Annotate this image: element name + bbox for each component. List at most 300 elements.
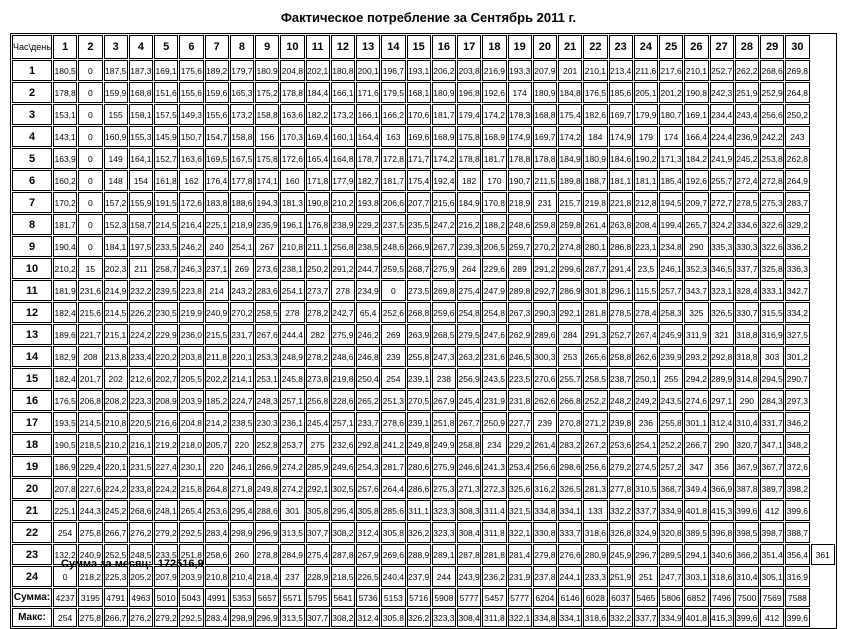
value-cell: 232,6 [331,434,355,455]
max-cell: 334,9 [659,608,683,627]
value-cell: 316,9 [785,566,809,587]
day-header: 11 [306,35,330,59]
table-row [12,236,835,257]
value-cell: 275,3 [760,192,784,213]
value-cell: 326,2 [407,522,431,543]
value-cell: 231,9 [508,566,532,587]
value-cell: 160,1 [331,126,355,147]
value-cell: 133 [583,500,607,521]
value-cell: 285,9 [306,456,330,477]
value-cell: 207,9 [533,60,557,81]
value-cell: 264,8 [205,478,229,499]
day-header: 2 [78,35,102,59]
table-row [12,148,835,169]
value-cell: 272,4 [735,170,759,191]
value-cell: 215,5 [205,324,229,345]
value-cell: 256,9 [457,368,481,389]
value-cell: 224,2 [129,324,153,345]
value-cell: 308,4 [457,522,481,543]
value-cell: 253,7 [280,434,304,455]
value-cell: 275,8 [78,522,102,543]
value-cell: 269 [381,324,405,345]
value-cell: 265,6 [583,346,607,367]
value-cell: 396,8 [710,522,734,543]
day-header: 9 [255,35,279,59]
value-cell: 231,6 [78,280,102,301]
value-cell: 229,9 [154,324,178,345]
value-cell: 246,2 [179,236,203,257]
value-cell: 185,2 [205,390,229,411]
value-cell: 168,1 [407,82,431,103]
value-cell: 266,9 [255,456,279,477]
value-cell: 259,6 [432,302,456,323]
day-header: 18 [482,35,506,59]
value-cell: 231 [533,192,557,213]
value-cell: 189,8 [558,170,582,191]
value-cell: 155,6 [179,82,203,103]
value-cell: 324,2 [710,214,734,235]
value-cell: 366,2 [735,544,759,565]
day-header: 22 [583,35,607,59]
table-row [12,214,835,235]
value-cell: 331,7 [760,412,784,433]
value-cell: 178,7 [356,148,380,169]
value-cell: 207,9 [154,566,178,587]
value-cell: 245,9 [609,544,633,565]
value-cell: 253,4 [508,456,532,477]
value-cell: 232,2 [129,280,153,301]
sum-cell: 5571 [280,588,304,607]
value-cell: 169,7 [533,126,557,147]
value-cell: 237 [280,566,304,587]
value-cell: 296,1 [609,280,633,301]
value-cell: 239,1 [407,412,431,433]
value-cell: 251,9 [735,82,759,103]
hour-cell: 8 [12,214,52,235]
value-cell: 239,1 [407,368,431,389]
value-cell: 184,2 [684,148,708,169]
value-cell: 179,5 [381,82,405,103]
value-cell: 0 [381,280,405,301]
value-cell: 219,8 [583,192,607,213]
value-cell: 243,5 [659,390,683,411]
value-cell: 266,7 [104,522,128,543]
value-cell: 249,8 [407,434,431,455]
value-cell: 231,5 [129,456,153,477]
value-cell: 257,7 [659,280,683,301]
value-cell: 251,9 [609,566,633,587]
max-cell: 308,2 [331,608,355,627]
value-cell: 248,2 [609,390,633,411]
value-cell: 248,6 [381,236,405,257]
value-cell: 223,3 [129,390,153,411]
value-cell: 265,4 [179,500,203,521]
value-cell: 174 [508,82,532,103]
sum-cell: 7588 [785,588,809,607]
value-cell: 251,8 [432,412,456,433]
value-cell: 244,4 [280,324,304,345]
value-cell: 169,1 [154,60,178,81]
sum-cell: 4963 [129,588,153,607]
value-cell: 214,5 [78,412,102,433]
value-cell: 249,6 [331,456,355,477]
value-cell: 237,8 [533,566,557,587]
value-cell: 247,6 [482,324,506,345]
sum-cell: 5657 [255,588,279,607]
value-cell: 169,5 [205,148,229,169]
value-cell: 201 [558,60,582,81]
value-cell: 255,7 [558,368,582,389]
day-header: 8 [230,35,254,59]
value-cell: 267,3 [508,302,532,323]
value-cell: 311,4 [482,500,506,521]
value-cell: 217,6 [659,60,683,81]
value-cell: 193,5 [53,412,77,433]
value-cell: 247,2 [432,214,456,235]
value-cell: 166,2 [381,104,405,125]
value-cell: 318,8 [735,324,759,345]
hour-cell: 16 [12,390,52,411]
value-cell: 253,8 [760,148,784,169]
value-cell: 166,4 [684,126,708,147]
value-cell: 234 [482,434,506,455]
table-row [12,104,835,125]
value-cell: 233,3 [583,566,607,587]
value-cell: 210,4 [230,566,254,587]
value-cell: 315,5 [760,302,784,323]
day-header: 5 [154,35,178,59]
value-cell: 389,5 [684,522,708,543]
value-cell: 185,6 [609,82,633,103]
value-cell: 281,8 [482,544,506,565]
value-cell: 276,6 [558,544,582,565]
value-cell: 179,9 [634,104,658,125]
value-cell: 244,3 [78,500,102,521]
value-cell: 256,8 [331,236,355,257]
value-cell: 214,9 [104,280,128,301]
value-cell: 258,5 [583,368,607,389]
value-cell: 151,6 [154,82,178,103]
sum-cell: 4991 [205,588,229,607]
value-cell: 273,8 [306,368,330,389]
value-cell: 223,5 [508,368,532,389]
value-cell: 284 [558,324,582,345]
sum-cell: 7496 [710,588,734,607]
value-cell: 291,4 [609,258,633,279]
value-cell: 218,5 [331,566,355,587]
value-cell: 172,6 [280,148,304,169]
value-cell: 229,4 [78,456,102,477]
value-cell: 258,8 [457,434,481,455]
max-cell: 276,2 [129,608,153,627]
value-cell: 218,0 [179,434,203,455]
value-cell: 210,1 [684,60,708,81]
value-cell: 329,2 [785,214,809,235]
hour-cell: 17 [12,412,52,433]
value-cell: 277,8 [609,478,633,499]
value-cell: 279,5 [457,324,481,345]
value-cell: 211 [129,258,153,279]
value-cell: 149 [104,148,128,169]
value-cell: 295,4 [331,500,355,521]
value-cell: 239,3 [457,236,481,257]
value-cell: 224,2 [154,478,178,499]
day-header: 16 [432,35,456,59]
value-cell: 303,1 [684,566,708,587]
sum-cell: 5736 [356,588,380,607]
value-cell: 184,4 [306,82,330,103]
table-row [12,368,835,389]
value-cell: 0 [78,214,102,235]
value-cell: 237,9 [407,566,431,587]
value-cell: 199,4 [659,214,683,235]
value-cell: 286,6 [407,478,431,499]
value-cell: 238 [432,368,456,389]
value-cell: 287,8 [457,544,481,565]
value-cell: 235,9 [255,214,279,235]
table-row [12,258,835,279]
sum-cell: 5795 [306,588,330,607]
value-cell: 163 [381,126,405,147]
value-cell: 175,4 [558,104,582,125]
value-cell: 246,2 [356,324,380,345]
value-cell: 275,9 [432,258,456,279]
day-header: 29 [760,35,784,59]
value-cell: 246,5 [508,346,532,367]
value-cell: 224,2 [104,478,128,499]
value-cell: 172,8 [381,148,405,169]
value-cell: 274,2 [280,456,304,477]
page-title: Фактическое потребление за Сентябрь 2011 г. [280,10,577,25]
hour-cell: 15 [12,368,52,389]
value-cell: 173,2 [230,104,254,125]
value-cell: 272,3 [482,478,506,499]
value-cell: 254 [381,368,405,389]
value-cell: 252,7 [609,324,633,345]
value-cell: 205,7 [205,434,229,455]
value-cell: 221,8 [609,192,633,213]
value-cell: 171,3 [659,148,683,169]
value-cell: 181,9 [53,280,77,301]
value-cell: 323,3 [432,522,456,543]
value-cell: 332,2 [609,500,633,521]
value-cell: 206,5 [482,236,506,257]
value-cell: 214,5 [154,214,178,235]
value-cell: 311,8 [482,522,506,543]
value-cell: 289,9 [710,368,734,389]
value-cell: 252,6 [381,302,405,323]
value-cell: 161,8 [154,170,178,191]
max-cell: 296,9 [255,608,279,627]
value-cell: 256,6 [533,456,557,477]
value-cell: 235,5 [407,214,431,235]
value-cell: 233,8 [129,478,153,499]
value-cell: 415,3 [710,500,734,521]
value-cell: 164,8 [331,148,355,169]
value-cell: 290,7 [785,368,809,389]
value-cell: 252,7 [710,60,734,81]
value-cell: 330,8 [533,522,557,543]
value-cell: 301 [280,500,304,521]
value-cell: 334,1 [558,500,582,521]
value-cell: 240 [205,236,229,257]
value-cell: 229,2 [508,434,532,455]
value-cell: 180,9 [255,60,279,81]
value-cell: 216,1 [129,434,153,455]
value-cell: 263,2 [457,346,481,367]
value-cell: 189,6 [53,324,77,345]
value-cell: 347 [684,456,708,477]
value-cell: 181,3 [280,192,304,213]
value-cell: 187,5 [104,60,128,81]
value-cell: 254,1 [634,434,658,455]
value-cell: 243,5 [482,368,506,389]
value-cell: 220,5 [129,412,153,433]
value-cell: 245,4 [306,412,330,433]
value-cell: 182,4 [53,368,77,389]
value-cell: 274,6 [684,390,708,411]
value-cell: 180,9 [432,82,456,103]
value-cell: 182,2 [306,104,330,125]
value-cell: 228,6 [331,390,355,411]
value-cell: 205,1 [634,82,658,103]
value-cell: 238,1 [280,258,304,279]
value-cell: 223,1 [634,236,658,257]
value-cell: 316,2 [533,478,557,499]
sum-cell: 6037 [609,588,633,607]
value-cell: 271,3 [457,478,481,499]
value-cell: 242,7 [331,302,355,323]
value-cell: 188,7 [583,170,607,191]
value-cell: 242,2 [760,126,784,147]
value-cell: 201,2 [659,82,683,103]
value-cell: 225,1 [205,214,229,235]
value-cell: 296,9 [255,522,279,543]
monthly-total [61,558,204,570]
value-cell: 244,7 [356,258,380,279]
value-cell: 367,7 [760,456,784,477]
value-cell: 281,7 [381,456,405,477]
value-cell: 270,2 [533,236,557,257]
value-cell: 178,3 [508,104,532,125]
sum-cell: 5716 [407,588,431,607]
value-cell: 264,9 [785,170,809,191]
value-cell: 280,6 [407,456,431,477]
value-cell: 204,8 [280,60,304,81]
value-cell: 174 [659,126,683,147]
value-cell: 257,2 [659,456,683,477]
value-cell: 176,8 [306,214,330,235]
value-cell: 248,5 [129,544,153,565]
value-cell: 388,7 [785,522,809,543]
value-cell: 275,4 [306,544,330,565]
value-cell: 285,6 [381,500,405,521]
value-cell: 270,5 [407,390,431,411]
value-cell: 258,7 [154,258,178,279]
value-cell: 238,5 [356,236,380,257]
value-cell: 312,4 [356,522,380,543]
value-cell: 175,2 [255,82,279,103]
hour-cell: 7 [12,192,52,213]
value-cell: 268,8 [407,302,431,323]
value-cell: 257,1 [331,412,355,433]
sum-cell: 6204 [533,588,557,607]
value-cell: 247,9 [482,280,506,301]
value-cell: 267,6 [255,324,279,345]
value-cell: 330,3 [735,236,759,257]
value-cell: 267 [255,236,279,257]
value-cell: 328,4 [735,280,759,301]
value-cell: 336,3 [785,258,809,279]
value-cell: 242,3 [710,82,734,103]
value-cell: 219,2 [154,434,178,455]
value-cell: 246,1 [659,258,683,279]
value-cell: 233,5 [154,236,178,257]
value-cell: 158,7 [129,214,153,235]
value-cell: 215,7 [558,192,582,213]
value-cell: 205,2 [129,566,153,587]
value-cell: 0 [78,126,102,147]
value-cell: 184,8 [558,82,582,103]
value-cell: 333,1 [760,280,784,301]
value-cell: 246,3 [179,258,203,279]
table-row [12,60,835,81]
value-cell: 310,4 [735,412,759,433]
value-cell: 210,2 [53,258,77,279]
max-cell: 412 [760,608,784,627]
value-cell: 170,2 [53,192,77,213]
value-cell: 311,9 [684,324,708,345]
sum-cell: 5465 [634,588,658,607]
value-cell: 295,4 [230,500,254,521]
value-cell: 314,8 [735,368,759,389]
hour-cell: 23 [12,544,52,565]
value-cell: 252,2 [659,434,683,455]
value-cell: 159,9 [104,82,128,103]
value-cell: 259,7 [508,236,532,257]
value-cell: 227,6 [78,478,102,499]
value-cell: 190,8 [684,82,708,103]
value-cell: 343,7 [684,280,708,301]
value-cell: 178,8 [280,82,304,103]
value-cell: 218,2 [78,566,102,587]
value-cell: 203,9 [179,566,203,587]
value-cell: 237,1 [205,258,229,279]
value-cell: 200,1 [356,60,380,81]
value-cell: 208,9 [154,390,178,411]
value-cell: 0 [78,82,102,103]
value-cell: 182,4 [53,302,77,323]
value-cell: 302,5 [331,478,355,499]
value-cell: 159,6 [205,82,229,103]
value-cell: 190,4 [53,236,77,257]
value-cell: 216,9 [482,60,506,81]
day-header: 10 [280,35,304,59]
value-cell: 291,2 [331,258,355,279]
value-cell: 236,2 [482,566,506,587]
value-cell: 257,6 [356,478,380,499]
value-cell: 239,9 [659,346,683,367]
value-cell: 150,7 [179,126,203,147]
value-cell: 267,9 [432,390,456,411]
value-cell: 181,7 [432,104,456,125]
value-cell: 264 [457,258,481,279]
value-cell: 278 [331,280,355,301]
value-cell: 158,8 [255,104,279,125]
max-row [12,608,835,627]
sum-cell: 4237 [53,588,77,607]
value-cell: 246,8 [356,346,380,367]
